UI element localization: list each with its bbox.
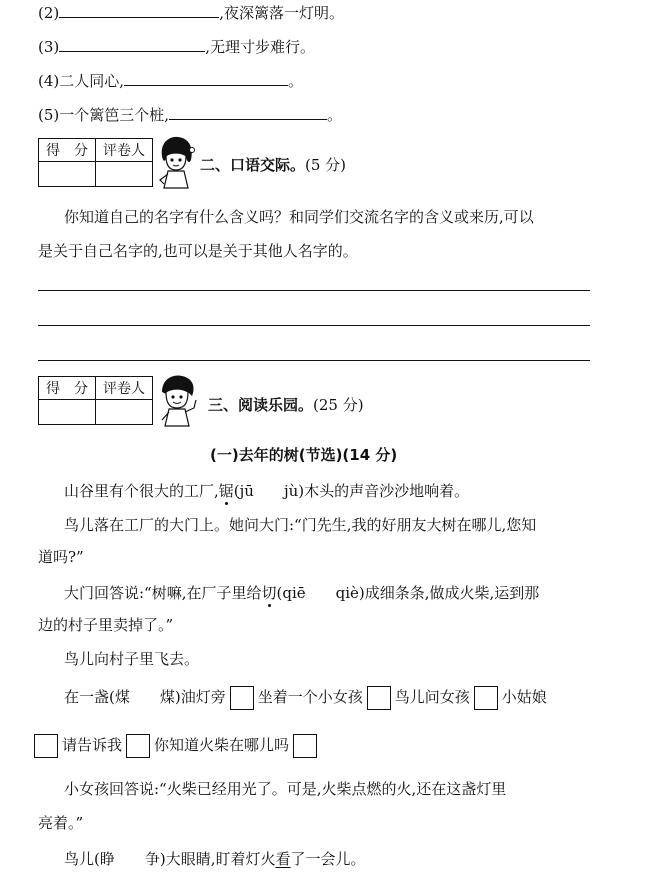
fill-item-2: (2) ,夜深篱落一灯明。	[38, 4, 345, 22]
girl-mascot-icon	[154, 134, 198, 190]
section2-title: 二、口语交际。(5 分)	[200, 156, 347, 174]
score-cell[interactable]	[39, 162, 96, 187]
passage-title: (一)去年的树(节选)(14 分)	[210, 446, 398, 464]
grader-header: 评卷人	[96, 377, 153, 400]
score-table-section2	[38, 138, 153, 187]
answer-blank[interactable]	[59, 3, 219, 18]
punctuation-box[interactable]	[126, 734, 150, 758]
passage-p3-line1: 大门回答说:“树嘛,在厂子里给切(qiē qiè)成细条条,做成火柴,运到那	[64, 584, 540, 602]
passage-p7-line1: 小女孩回答说:“火柴已经用光了。可是,火柴点燃的火,还在这盏灯里	[64, 780, 507, 798]
passage-p7-line2: 亮着。”	[38, 814, 84, 832]
section2-prompt-line2: 是关于自己名字的,也可以是关于其他人名字的。	[38, 242, 358, 260]
writing-line[interactable]	[38, 325, 590, 326]
punctuation-box[interactable]	[230, 686, 254, 710]
score-header: 得 分	[39, 377, 96, 400]
punctuation-box[interactable]	[34, 734, 58, 758]
fill-item-5: (5)一个篱笆三个桩, 。	[38, 106, 343, 124]
fill-item-3: (3) ,无理寸步难行。	[38, 38, 316, 56]
passage-p1: 山谷里有个很大的工厂,锯(jū jù)木头的声音沙沙地响着。	[64, 482, 470, 500]
punctuation-box[interactable]	[367, 686, 391, 710]
punctuation-box[interactable]	[474, 686, 498, 710]
answer-blank[interactable]	[59, 37, 205, 52]
writing-line[interactable]	[38, 290, 590, 291]
passage-p3-line2: 边的村子里卖掉了。”	[38, 616, 174, 634]
fill-item-4: (4)二人同心, 。	[38, 72, 304, 90]
score-header: 得 分	[39, 139, 96, 162]
passage-p5: 在一盏(煤 煤)油灯旁 坐着一个小女孩 鸟儿问女孩 小姑娘	[64, 686, 547, 710]
section3-title: 三、阅读乐园。(25 分)	[208, 396, 364, 414]
writing-line[interactable]	[38, 360, 590, 361]
passage-p6: 请告诉我 你知道火柴在哪儿吗	[34, 734, 321, 758]
passage-p2-line2: 道吗?”	[38, 548, 84, 566]
section2-prompt-line1: 你知道自己的名字有什么含义吗？和同学们交流名字的含义或来历,可以	[64, 208, 534, 226]
passage-p2-line1: 鸟儿落在工厂的大门上。她问大门:“门先生,我的好朋友大树在哪儿,您知	[64, 516, 537, 534]
answer-blank[interactable]	[169, 105, 327, 120]
grader-cell[interactable]	[96, 162, 153, 187]
boy-mascot-icon	[154, 372, 200, 428]
grader-cell[interactable]	[96, 400, 153, 425]
answer-blank[interactable]	[124, 71, 288, 86]
passage-p8: 鸟儿(睁 争)大眼睛,盯着灯火看了一会儿。	[64, 850, 366, 868]
punctuation-box[interactable]	[293, 734, 317, 758]
score-cell[interactable]	[39, 400, 96, 425]
score-table-section3	[38, 376, 153, 425]
passage-p4: 鸟儿向村子里飞去。	[64, 650, 200, 668]
grader-header: 评卷人	[96, 139, 153, 162]
